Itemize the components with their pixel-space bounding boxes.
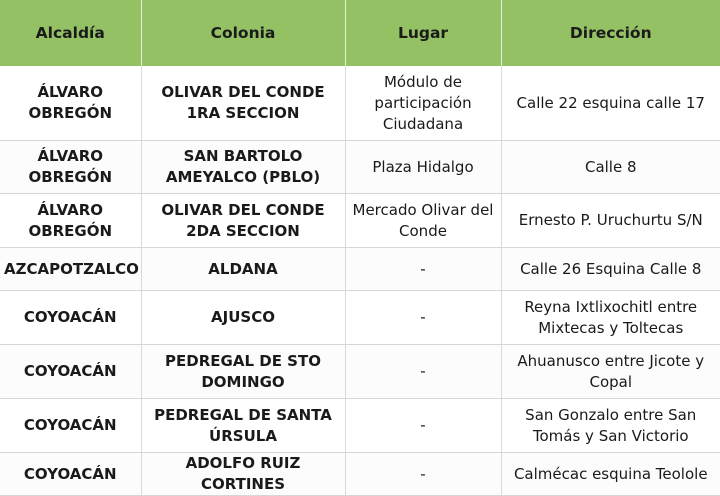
- cell-lugar: -: [345, 453, 501, 496]
- table-row: [0, 453, 720, 496]
- table-row: [0, 141, 720, 194]
- cell-direccion: Ahuanusco entre Jicote y Copal: [501, 345, 720, 399]
- cell-direccion: Calle 8: [501, 141, 720, 194]
- cell-direccion: Reyna Ixtlixochitl entre Mixtecas y Toltecas: [501, 291, 720, 345]
- cell-alcaldia: ÁLVARO OBREGÓN: [0, 66, 141, 141]
- cell-lugar: -: [345, 248, 501, 291]
- cell-alcaldia: COYOACÁN: [0, 399, 141, 453]
- table-row: [0, 345, 720, 399]
- cell-colonia: ADOLFO RUIZ CORTINES: [141, 453, 345, 496]
- cell-alcaldia: COYOACÁN: [0, 453, 141, 496]
- cell-lugar: Plaza Hidalgo: [345, 141, 501, 194]
- cell-alcaldia: COYOACÁN: [0, 345, 141, 399]
- cell-colonia: PEDREGAL DE SANTA ÚRSULA: [141, 399, 345, 453]
- cell-direccion: Calmécac esquina Teolole: [501, 453, 720, 496]
- table-row: [0, 291, 720, 345]
- cell-direccion: Calle 26 Esquina Calle 8: [501, 248, 720, 291]
- header-colonia: Colonia: [141, 0, 345, 66]
- cell-lugar: Módulo de participación Ciudadana: [345, 66, 501, 141]
- cell-colonia: OLIVAR DEL CONDE 1RA SECCION: [141, 66, 345, 141]
- table-row: [0, 66, 720, 141]
- header-direccion: Dirección: [501, 0, 720, 66]
- header-lugar: Lugar: [345, 0, 501, 66]
- cell-colonia: OLIVAR DEL CONDE 2DA SECCION: [141, 194, 345, 248]
- cell-alcaldia: ÁLVARO OBREGÓN: [0, 194, 141, 248]
- cell-direccion: Calle 22 esquina calle 17: [501, 66, 720, 141]
- cell-lugar: -: [345, 291, 501, 345]
- cell-colonia: ALDANA: [141, 248, 345, 291]
- cell-colonia: PEDREGAL DE STO DOMINGO: [141, 345, 345, 399]
- cell-lugar: Mercado Olivar del Conde: [345, 194, 501, 248]
- table-row: [0, 248, 720, 291]
- cell-alcaldia: AZCAPOTZALCO: [0, 248, 141, 291]
- cell-direccion: Ernesto P. Uruchurtu S/N: [501, 194, 720, 248]
- cell-colonia: AJUSCO: [141, 291, 345, 345]
- cell-colonia: SAN BARTOLO AMEYALCO (PBLO): [141, 141, 345, 194]
- table-row: [0, 194, 720, 248]
- cell-alcaldia: ÁLVARO OBREGÓN: [0, 141, 141, 194]
- table-row: [0, 399, 720, 453]
- header-row: [0, 0, 720, 66]
- cell-alcaldia: COYOACÁN: [0, 291, 141, 345]
- cell-direccion: San Gonzalo entre San Tomás y San Victorio: [501, 399, 720, 453]
- cell-lugar: -: [345, 399, 501, 453]
- cell-lugar: -: [345, 345, 501, 399]
- header-alcaldia: Alcaldía: [0, 0, 141, 66]
